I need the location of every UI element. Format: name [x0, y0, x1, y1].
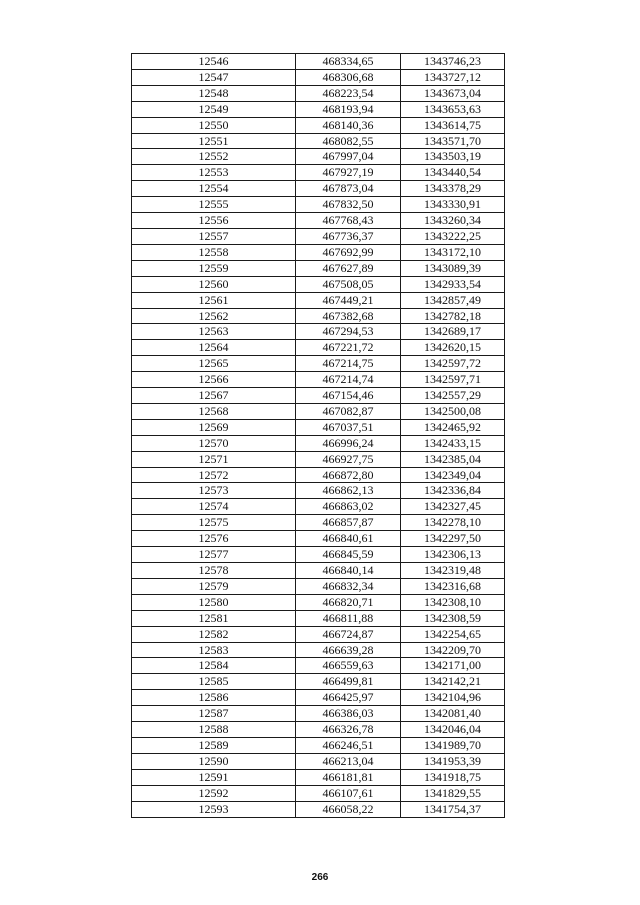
y-coordinate-cell: 1342278,10: [401, 515, 505, 531]
y-coordinate-cell: 1343330,91: [401, 197, 505, 213]
x-coordinate-cell: 466857,87: [296, 515, 401, 531]
x-coordinate-cell: 467382,68: [296, 308, 401, 324]
y-coordinate-cell: 1343260,34: [401, 213, 505, 229]
point-number-cell: 12553: [132, 165, 296, 181]
point-number-cell: 12562: [132, 308, 296, 324]
x-coordinate-cell: 466840,14: [296, 563, 401, 579]
point-number-cell: 12584: [132, 658, 296, 674]
y-coordinate-cell: 1341989,70: [401, 737, 505, 753]
x-coordinate-cell: 467832,50: [296, 197, 401, 213]
table-row: [132, 101, 505, 117]
table-row: [132, 292, 505, 308]
y-coordinate-cell: 1342857,49: [401, 292, 505, 308]
x-coordinate-cell: 467154,46: [296, 388, 401, 404]
point-number-cell: 12570: [132, 435, 296, 451]
point-number-cell: 12571: [132, 451, 296, 467]
y-coordinate-cell: 1341754,37: [401, 801, 505, 817]
x-coordinate-cell: 467873,04: [296, 181, 401, 197]
point-number-cell: 12576: [132, 531, 296, 547]
y-coordinate-cell: 1343727,12: [401, 69, 505, 85]
y-coordinate-cell: 1343440,54: [401, 165, 505, 181]
point-number-cell: 12574: [132, 499, 296, 515]
point-number-cell: 12592: [132, 785, 296, 801]
table-row: [132, 642, 505, 658]
x-coordinate-cell: 466639,28: [296, 642, 401, 658]
point-number-cell: 12559: [132, 260, 296, 276]
table-row: [132, 753, 505, 769]
point-number-cell: 12586: [132, 690, 296, 706]
y-coordinate-cell: 1342254,65: [401, 626, 505, 642]
y-coordinate-cell: 1342104,96: [401, 690, 505, 706]
x-coordinate-cell: 466872,80: [296, 467, 401, 483]
y-coordinate-cell: 1342308,10: [401, 594, 505, 610]
page-number: 266: [311, 872, 329, 883]
table-row: [132, 54, 505, 70]
table-row: [132, 769, 505, 785]
y-coordinate-cell: 1342171,00: [401, 658, 505, 674]
y-coordinate-cell: 1342336,84: [401, 483, 505, 499]
table-row: [132, 531, 505, 547]
point-number-cell: 12577: [132, 547, 296, 563]
x-coordinate-cell: 467768,43: [296, 213, 401, 229]
x-coordinate-cell: 467997,04: [296, 149, 401, 165]
x-coordinate-cell: 467214,75: [296, 356, 401, 372]
table-row: [132, 244, 505, 260]
table-row: [132, 690, 505, 706]
x-coordinate-cell: 468223,54: [296, 85, 401, 101]
x-coordinate-cell: 467294,53: [296, 324, 401, 340]
table-row: [132, 260, 505, 276]
x-coordinate-cell: 468082,55: [296, 133, 401, 149]
point-number-cell: 12564: [132, 340, 296, 356]
x-coordinate-cell: 467692,99: [296, 244, 401, 260]
x-coordinate-cell: 468306,68: [296, 69, 401, 85]
x-coordinate-cell: 467449,21: [296, 292, 401, 308]
y-coordinate-cell: 1342597,72: [401, 356, 505, 372]
point-number-cell: 12547: [132, 69, 296, 85]
y-coordinate-cell: 1342689,17: [401, 324, 505, 340]
table-row: [132, 594, 505, 610]
point-number-cell: 12590: [132, 753, 296, 769]
y-coordinate-cell: 1342500,08: [401, 403, 505, 419]
point-number-cell: 12580: [132, 594, 296, 610]
table-row: [132, 388, 505, 404]
x-coordinate-cell: 466107,61: [296, 785, 401, 801]
point-number-cell: 12546: [132, 54, 296, 70]
point-number-cell: 12558: [132, 244, 296, 260]
y-coordinate-cell: 1342433,15: [401, 435, 505, 451]
table-row: [132, 356, 505, 372]
x-coordinate-cell: 467508,05: [296, 276, 401, 292]
y-coordinate-cell: 1342297,50: [401, 531, 505, 547]
x-coordinate-cell: 467221,72: [296, 340, 401, 356]
table-row: [132, 340, 505, 356]
point-number-cell: 12588: [132, 722, 296, 738]
y-coordinate-cell: 1343614,75: [401, 117, 505, 133]
point-number-cell: 12566: [132, 372, 296, 388]
y-coordinate-cell: 1343673,04: [401, 85, 505, 101]
table-row: [132, 419, 505, 435]
point-number-cell: 12561: [132, 292, 296, 308]
table-row: [132, 181, 505, 197]
point-number-cell: 12575: [132, 515, 296, 531]
x-coordinate-cell: 467927,19: [296, 165, 401, 181]
y-coordinate-cell: 1343378,29: [401, 181, 505, 197]
y-coordinate-cell: 1342306,13: [401, 547, 505, 563]
table-row: [132, 658, 505, 674]
point-number-cell: 12579: [132, 578, 296, 594]
point-number-cell: 12555: [132, 197, 296, 213]
y-coordinate-cell: 1342209,70: [401, 642, 505, 658]
y-coordinate-cell: 1342319,48: [401, 563, 505, 579]
y-coordinate-cell: 1342557,29: [401, 388, 505, 404]
point-number-cell: 12548: [132, 85, 296, 101]
point-number-cell: 12582: [132, 626, 296, 642]
x-coordinate-cell: 466845,59: [296, 547, 401, 563]
point-number-cell: 12550: [132, 117, 296, 133]
table-row: [132, 499, 505, 515]
point-number-cell: 12557: [132, 228, 296, 244]
point-number-cell: 12551: [132, 133, 296, 149]
table-row: [132, 801, 505, 817]
point-number-cell: 12568: [132, 403, 296, 419]
point-number-cell: 12569: [132, 419, 296, 435]
x-coordinate-cell: 466863,02: [296, 499, 401, 515]
table-row: [132, 165, 505, 181]
table-row: [132, 483, 505, 499]
point-number-cell: 12565: [132, 356, 296, 372]
x-coordinate-cell: 466058,22: [296, 801, 401, 817]
table-row: [132, 403, 505, 419]
x-coordinate-cell: 466832,34: [296, 578, 401, 594]
x-coordinate-cell: 467037,51: [296, 419, 401, 435]
y-coordinate-cell: 1343653,63: [401, 101, 505, 117]
x-coordinate-cell: 466246,51: [296, 737, 401, 753]
x-coordinate-cell: 468334,65: [296, 54, 401, 70]
x-coordinate-cell: 467736,37: [296, 228, 401, 244]
table-row: [132, 515, 505, 531]
x-coordinate-cell: 466996,24: [296, 435, 401, 451]
point-number-cell: 12578: [132, 563, 296, 579]
table-row: [132, 435, 505, 451]
point-number-cell: 12552: [132, 149, 296, 165]
table-row: [132, 674, 505, 690]
point-number-cell: 12567: [132, 388, 296, 404]
table-row: [132, 324, 505, 340]
y-coordinate-cell: 1342142,21: [401, 674, 505, 690]
table-row: [132, 626, 505, 642]
y-coordinate-cell: 1341953,39: [401, 753, 505, 769]
table-row: [132, 372, 505, 388]
y-coordinate-cell: 1342308,59: [401, 610, 505, 626]
y-coordinate-cell: 1341918,75: [401, 769, 505, 785]
y-coordinate-cell: 1343746,23: [401, 54, 505, 70]
point-number-cell: 12556: [132, 213, 296, 229]
x-coordinate-cell: 468140,36: [296, 117, 401, 133]
x-coordinate-cell: 466326,78: [296, 722, 401, 738]
table-row: [132, 69, 505, 85]
x-coordinate-cell: 466181,81: [296, 769, 401, 785]
point-number-cell: 12554: [132, 181, 296, 197]
table-row: [132, 228, 505, 244]
y-coordinate-cell: 1342620,15: [401, 340, 505, 356]
coordinates-table: [131, 53, 505, 818]
table-row: [132, 197, 505, 213]
table-row: [132, 722, 505, 738]
table-row: [132, 563, 505, 579]
y-coordinate-cell: 1342597,71: [401, 372, 505, 388]
point-number-cell: 12563: [132, 324, 296, 340]
x-coordinate-cell: 466425,97: [296, 690, 401, 706]
y-coordinate-cell: 1342046,04: [401, 722, 505, 738]
y-coordinate-cell: 1342327,45: [401, 499, 505, 515]
coordinates-table-body: [132, 54, 505, 818]
x-coordinate-cell: 466559,63: [296, 658, 401, 674]
table-row: [132, 737, 505, 753]
y-coordinate-cell: 1343172,10: [401, 244, 505, 260]
table-row: [132, 149, 505, 165]
table-row: [132, 85, 505, 101]
x-coordinate-cell: 466499,81: [296, 674, 401, 690]
point-number-cell: 12585: [132, 674, 296, 690]
table-row: [132, 610, 505, 626]
x-coordinate-cell: 466820,71: [296, 594, 401, 610]
point-number-cell: 12591: [132, 769, 296, 785]
x-coordinate-cell: 466386,03: [296, 706, 401, 722]
table-row: [132, 706, 505, 722]
y-coordinate-cell: 1343503,19: [401, 149, 505, 165]
x-coordinate-cell: 466811,88: [296, 610, 401, 626]
table-row: [132, 117, 505, 133]
point-number-cell: 12572: [132, 467, 296, 483]
table-row: [132, 308, 505, 324]
y-coordinate-cell: 1342782,18: [401, 308, 505, 324]
y-coordinate-cell: 1343089,39: [401, 260, 505, 276]
table-row: [132, 467, 505, 483]
y-coordinate-cell: 1342465,92: [401, 419, 505, 435]
table-row: [132, 276, 505, 292]
point-number-cell: 12593: [132, 801, 296, 817]
table-row: [132, 213, 505, 229]
table-row: [132, 785, 505, 801]
point-number-cell: 12549: [132, 101, 296, 117]
point-number-cell: 12583: [132, 642, 296, 658]
y-coordinate-cell: 1343571,70: [401, 133, 505, 149]
y-coordinate-cell: 1342933,54: [401, 276, 505, 292]
y-coordinate-cell: 1343222,25: [401, 228, 505, 244]
table-row: [132, 547, 505, 563]
x-coordinate-cell: 467214,74: [296, 372, 401, 388]
table-row: [132, 133, 505, 149]
x-coordinate-cell: 468193,94: [296, 101, 401, 117]
x-coordinate-cell: 466213,04: [296, 753, 401, 769]
table-row: [132, 578, 505, 594]
point-number-cell: 12560: [132, 276, 296, 292]
y-coordinate-cell: 1342349,04: [401, 467, 505, 483]
x-coordinate-cell: 467627,89: [296, 260, 401, 276]
y-coordinate-cell: 1342081,40: [401, 706, 505, 722]
y-coordinate-cell: 1342316,68: [401, 578, 505, 594]
point-number-cell: 12589: [132, 737, 296, 753]
y-coordinate-cell: 1342385,04: [401, 451, 505, 467]
y-coordinate-cell: 1341829,55: [401, 785, 505, 801]
point-number-cell: 12587: [132, 706, 296, 722]
x-coordinate-cell: 467082,87: [296, 403, 401, 419]
x-coordinate-cell: 466927,75: [296, 451, 401, 467]
point-number-cell: 12573: [132, 483, 296, 499]
table-row: [132, 451, 505, 467]
x-coordinate-cell: 466840,61: [296, 531, 401, 547]
x-coordinate-cell: 466724,87: [296, 626, 401, 642]
point-number-cell: 12581: [132, 610, 296, 626]
x-coordinate-cell: 466862,13: [296, 483, 401, 499]
